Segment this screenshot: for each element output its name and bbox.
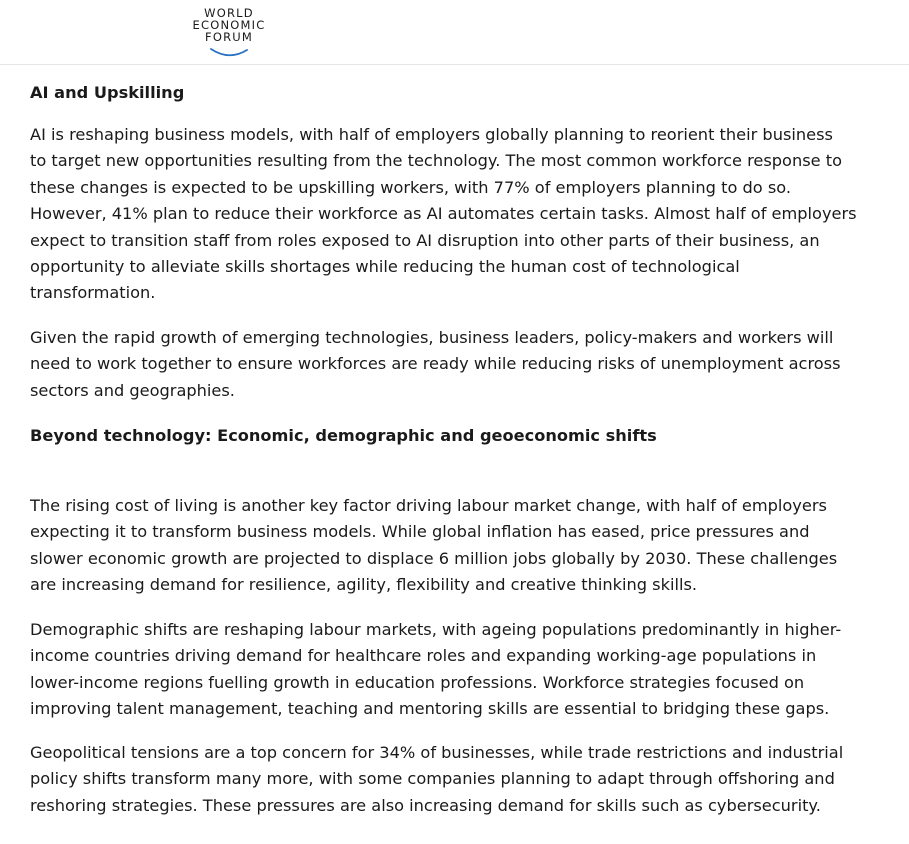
paragraph-line: income countries driving demand for healthcare roles and expanding working-age populations in: [30, 646, 817, 666]
paragraph-line: Demographic shifts are reshaping labour markets, with ageing populations predominantly in higher-: [30, 620, 842, 639]
paragraph-line: Geopolitical tensions are a top concern for 34% of businesses, while trade restrictions and industrial: [30, 743, 844, 762]
paragraph-line: slower economic growth are projected to displace 6 million jobs globally by 2030. These challenges: [30, 548, 838, 568]
section-title-beyond-technology: Beyond technology: Economic, demographic and geoeconomic shifts: [30, 426, 657, 445]
paragraph-line: improving talent management, teaching and mentoring skills are essential to bridging these gaps.: [30, 699, 830, 719]
logo-text-forum: FORUM: [205, 30, 253, 44]
paragraph-line: reshoring strategies. These pressures are also increasing demand for skills such as cybersecurity.: [30, 795, 821, 815]
paragraph-line: need to work together to ensure workforces are ready while reducing risks of unemployment across: [30, 354, 841, 374]
paragraph-line: Given the rapid growth of emerging technologies, business leaders, policy-makers and workers will: [30, 328, 834, 347]
logo-text-economic: ECONOMIC: [192, 18, 266, 32]
paragraph-line: opportunity to alleviate skills shortages while reducing the human cost of technological: [30, 257, 740, 277]
logo-text-world: WORLD: [204, 6, 254, 20]
section-title-ai-upskilling: AI and Upskilling: [30, 83, 185, 102]
paragraph-geopolitical-tensions: [30, 740, 843, 819]
paragraph-line: AI is reshaping business models, with half of employers globally planning to reorient their business: [30, 125, 833, 144]
wef-logo[interactable]: [184, 7, 274, 59]
paragraph-line: are increasing demand for resilience, agility, flexibility and creative thinking skills.: [30, 575, 698, 595]
site-header: [0, 0, 909, 65]
paragraph-line: However, 41% plan to reduce their workforce as AI automates certain tasks. Almost half of employers: [30, 204, 857, 224]
paragraph-line: to target new opportunities resulting from the technology. The most common workforce response to: [30, 151, 842, 171]
paragraph-ai-business-models: [30, 122, 857, 307]
paragraph-line: expecting it to transform business models. While global inflation has eased, price pressures and: [30, 522, 810, 542]
paragraph-demographic-shifts: [30, 617, 841, 723]
paragraph-line: sectors and geographies.: [30, 380, 235, 400]
paragraph-emerging-technologies: [30, 325, 841, 404]
paragraph-line: lower-income regions fuelling growth in education professions. Workforce strategies focused on: [30, 672, 805, 692]
paragraph-line: transformation.: [30, 283, 156, 303]
paragraph-line: these changes is expected to be upskilling workers, with 77% of employers planning to do so.: [30, 177, 792, 197]
paragraph-line: The rising cost of living is another key factor driving labour market change, with half of employers: [30, 496, 827, 515]
paragraph-cost-of-living: [30, 493, 837, 599]
paragraph-line: policy shifts transform many more, with some companies planning to adapt through offshoring and: [30, 769, 835, 789]
logo-arc-icon: [209, 47, 249, 59]
paragraph-line: expect to transition staff from roles exposed to AI disruption into other parts of their business, an: [30, 230, 820, 250]
